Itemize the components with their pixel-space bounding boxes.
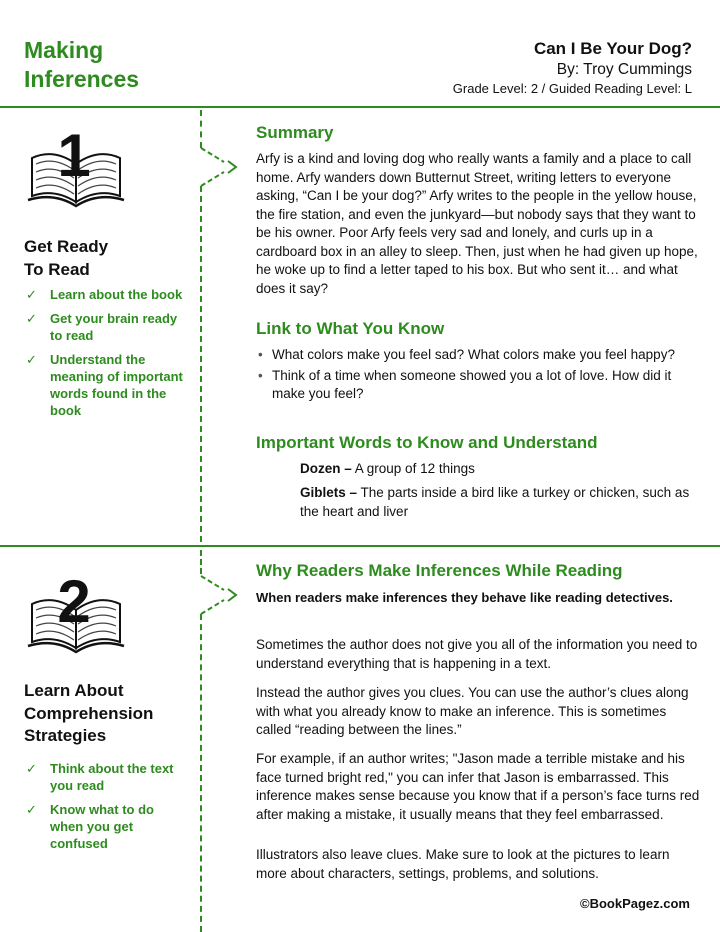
bullet-icon: • [258,347,263,362]
header-divider [0,106,720,108]
column-divider [200,186,202,542]
list-item [256,367,702,404]
word-item [300,460,700,479]
why-paragraph: For example, if an author writes; "Jason made a terrible mistake and his face turned bright red," you can infer that Jason is embarrassed. This inference makes sense because you know that if a person’s face turns red after making a mistake, it usually means that they feel embarrassed. [256,751,700,822]
open-book-icon [26,120,126,208]
word-definition: The parts inside a bird like a turkey or chicken, such as the heart and liver [300,485,690,519]
book-author: By: Troy Cummings [556,61,692,78]
word-definition: A group of 12 things [351,461,475,476]
step-title [24,236,194,281]
word-item [300,484,700,521]
open-book-icon [26,566,126,654]
why-heading: Why Readers Make Inferences While Reading [256,561,623,580]
check-item-label: Get your brain ready to read [50,311,178,343]
why-paragraph: Illustrators also leave clues. Make sure to look at the pictures to learn more about characters, settings, problems, and solutions. [256,847,670,881]
page-title [24,36,224,94]
link-heading: Link to What You Know [256,319,445,338]
bullet-icon: • [258,367,263,383]
step-title [24,680,194,748]
section-divider [0,545,720,547]
book-level: Grade Level: 2 / Guided Reading Level: L [452,81,692,96]
step-number: 2 [57,568,91,635]
step-title-line1: Learn About [24,681,124,700]
summary-text: Arfy is a kind and loving dog who really wants a family and a place to call home. Arfy wanders down Butternut Street, writing letters to everyone asking, “Can I be your dog?” Arfy writes to the people in the yellow house, the fire station, and even the junkyard—but nobody says that they want to be his owner. Poor Arfy feels very sad and lonely, and curls up in a cardboard box in an alley to sleep. Then, just when he had given up hope, he woke up to find a letter taped to his box. But who sent it… and what does it say? [256,151,698,296]
column-divider [200,110,202,148]
check-icon: ✓ [26,802,37,817]
copyright: ©BookPagez.com [580,896,690,911]
summary-heading: Summary [256,123,334,142]
check-item-label: Understand the meaning of important words found in the book [50,352,183,418]
list-item [256,346,702,365]
check-item [24,801,184,852]
check-item [24,286,184,303]
step-number: 1 [57,122,91,189]
page-title-line2: Inferences [24,66,140,92]
why-paragraph: Instead the author gives you clues. You can use the author’s clues along with what you already know to make an inference. This is sometimes called “reading between the lines.” [256,685,689,737]
check-item-label: Learn about the book [50,287,183,302]
check-icon: ✓ [26,311,37,326]
list-item-text: Think of a time when someone showed you a lot of love. How did it make you feel? [272,367,672,401]
check-icon: ✓ [26,352,37,367]
step2-checklist [24,760,184,859]
check-item-label: Think about the text you read [50,761,174,793]
word-term: Giblets – [300,485,358,500]
step-title-line3: Strategies [24,726,107,745]
link-bullets [256,346,702,406]
page-title-line1: Making [24,37,104,63]
check-item [24,310,184,344]
arrow-right-icon [198,574,240,618]
check-item [24,351,184,419]
book-info [272,38,692,98]
step-title-line2: To Read [24,259,90,279]
check-icon: ✓ [26,761,37,776]
check-item [24,760,184,794]
why-lead: When readers make inferences they behave like reading detectives. [256,590,673,605]
column-divider [200,614,202,932]
word-term: Dozen – [300,461,352,476]
book-title: Can I Be Your Dog? [533,39,692,58]
column-divider [200,550,202,574]
check-item-label: Know what to do when you get confused [50,802,154,851]
step-title-line1: Get Ready [24,237,109,256]
check-icon: ✓ [26,287,37,302]
words-heading: Important Words to Know and Understand [256,433,598,452]
step-title-line2: Comprehension [24,703,154,723]
arrow-right-icon [198,146,240,190]
why-paragraph: Sometimes the author does not give you all of the information you need to understand everything that is happening in a text. [256,637,698,671]
list-item-text: What colors make you feel sad? What colors make you feel happy? [272,347,675,362]
step1-checklist [24,286,184,426]
